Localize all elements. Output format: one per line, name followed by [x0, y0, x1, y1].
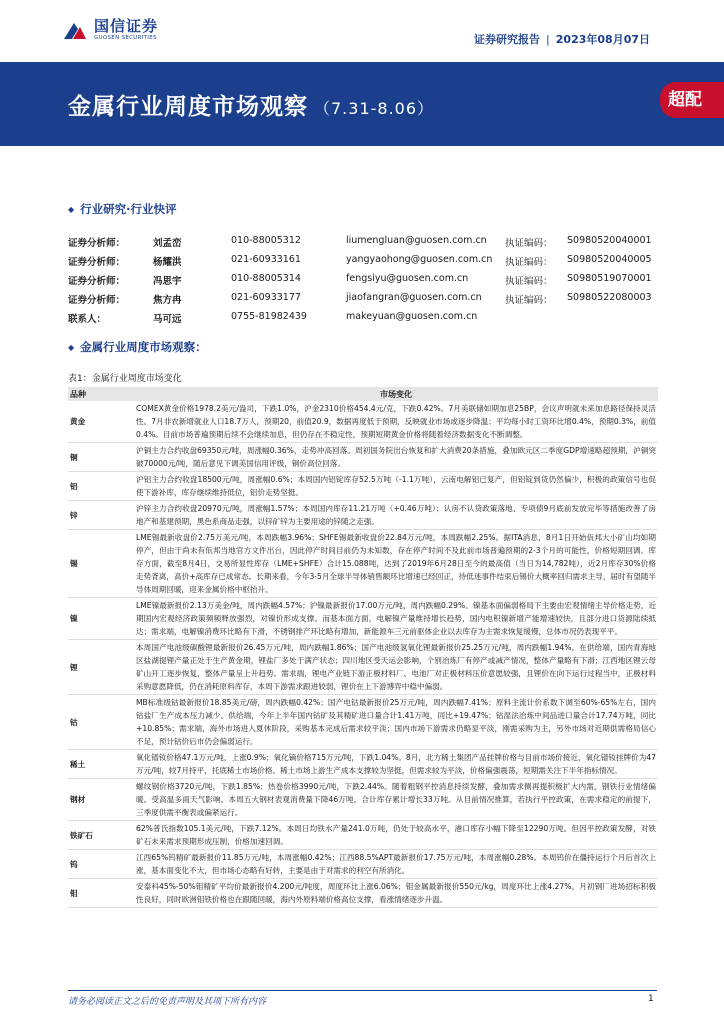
analyst-cert-label: 执证编码： — [505, 238, 553, 249]
analyst-phone: 010-88005312 — [231, 235, 301, 246]
analyst-name: 焦方冉 — [153, 295, 182, 306]
row-variety: 钨 — [68, 850, 134, 879]
logo-text-cn: 国信证券 — [94, 17, 159, 35]
analyst-email[interactable]: fengsiyu@guosen.com.cn — [346, 273, 469, 284]
analyst-cert-label: 执证编码： — [505, 276, 553, 287]
row-market-change: 安泰科45%-50%钼精矿平均价最新报价4.200元/吨度，周度环比上涨6.06%；钼金属最新报价550元/kg，周度环比上涨4.27%。月初钢厂进场招标积极性良好，同时欧洲钼铁价格也在跟随回暖，海内外原料端价格高位支撑，看涨情绪逐步升温。 — [134, 879, 658, 908]
report-type: 证券研究报告 — [474, 33, 541, 46]
table-row — [68, 472, 658, 501]
row-market-change: 氧化镨钕价格47.1万元/吨，上涨0.9%；氧化镝价格715万元/吨，下跌1.04%。8月，北方稀土集团产品挂牌价格与目前市场价接近，氧化镨钕挂牌价为47万元/吨，较7月持平，托底稀土市场价格。稀土市场上游生产成本支撑较为坚挺，但需求较为平淡，价格偏强震荡，短期需关注下半年指标情况。 — [134, 750, 658, 779]
table-caption: 表1：金属行业周度市场变化 — [68, 374, 182, 384]
row-market-change: 螺纹钢价格3720元/吨，下跌1.85%；热卷价格3990元/吨，下跌2.44%。随着粗钢平控消息持续发酵，叠加需求侧再提积极扩大内需，钢铁行业情绪偏暖。受高温多雨天气影响，本周五大钢材表观消费量下降46万吨，合计库存累计增长33万吨。从目前情况推算，若执行平控政策，在需求稳定的前提下，三季度供需平衡表或偏紧运行。 — [134, 779, 658, 821]
row-market-change: LME锡最新收盘价2.75万美元/吨，本周跌幅3.96%；SHFE锡最新收盘价22.84万元/吨，本周跌幅2.25%。据ITA消息，8月1日开始佤邦大小矿山均如期停产，但由于尚未有佤邦当地官方文件出台，因此停产时间目前仍为未知数，存在停产时间不及此前市场普遍预期的2-3个月的可能性，价格短期回调。库存方面，截至8月4日，交易所显性库存（LME+SHFE）合计15.088吨，达到了2019年6月28日至今的最高值（当日为14,782吨），近2月库存30%价格走势背离，高价+高库存已成常态。长期来看，今年3-5月全球半导体销售额环比增速已经回正，待低迷事件结束后锡价大概率回归需求主导，届时有望随半导体周期回暖，迎来金属价格中枢抬升。 — [134, 530, 658, 598]
logo-mark-icon — [62, 19, 88, 41]
analyst-cert-label: 执证编码： — [505, 257, 553, 268]
column-header-change: 市场变化 — [134, 387, 658, 401]
row-variety: 稀土 — [68, 750, 134, 779]
analyst-list — [68, 235, 668, 330]
analyst-cert: S0980522080003 — [567, 292, 652, 303]
section-market-observation — [68, 339, 207, 355]
diamond-icon: ◆ — [68, 342, 75, 352]
analyst-role: 证券分析师： — [68, 295, 126, 306]
analyst-role: 证券分析师： — [68, 257, 126, 268]
diamond-icon: ◆ — [68, 204, 75, 214]
logo-text-en: GUOSEN SECURITIES — [94, 35, 157, 41]
analyst-name: 杨耀洪 — [153, 257, 182, 268]
table-row — [68, 530, 658, 598]
row-variety: 锂 — [68, 640, 134, 695]
column-header-variety: 品种 — [68, 387, 134, 401]
row-market-change: 62%普氏指数105.1美元/吨，下跌7.12%。本周日均铁水产量241.0万吨，仍处于较高水平，港口库存小幅下降至12290万吨。但因平控政策发酵，对铁矿石未来需求预期形成压制，价格加速回调。 — [134, 821, 658, 850]
analyst-cert-label: 执证编码： — [505, 295, 553, 306]
analyst-cert: S0980520040001 — [567, 235, 652, 246]
analyst-role: 证券分析师： — [68, 276, 126, 287]
analyst-cert: S0980519070001 — [567, 273, 652, 284]
row-variety: 铝 — [68, 472, 134, 501]
row-variety: 铜 — [68, 443, 134, 472]
analyst-role: 联系人： — [68, 314, 107, 325]
analyst-email[interactable]: yangyaohong@guosen.com.cn — [346, 254, 493, 265]
analyst-name: 刘孟峦 — [153, 238, 182, 249]
report-period: （7.31-8.06） — [314, 99, 435, 118]
analyst-role: 证券分析师： — [68, 238, 126, 249]
table-row — [68, 598, 658, 640]
section-category-label: 行业研究·行业快评 — [80, 202, 177, 216]
table-row — [68, 850, 658, 879]
market-change-table — [68, 387, 658, 908]
analyst-row — [68, 235, 668, 254]
analyst-phone: 021-60933161 — [231, 254, 301, 265]
row-variety: 钴 — [68, 695, 134, 750]
analyst-row — [68, 273, 668, 292]
row-market-change: 沪铜主力合约收盘69350元/吨，周涨幅0.36%，走势冲高回落。周初国务院出台恢复和扩大消费20条措施，叠加欧元区二季度GDP增速略超预期，沪铜突破70000元/吨，随后意见下调美国信用评级，铜价高位回落。 — [134, 443, 658, 472]
table-row — [68, 821, 658, 850]
table-row — [68, 750, 658, 779]
page-header — [0, 0, 724, 56]
report-title — [68, 88, 434, 121]
table-header-row — [68, 387, 658, 401]
analyst-phone: 0755-81982439 — [231, 311, 307, 322]
page-number: 1 — [648, 994, 654, 1004]
section-category — [68, 201, 177, 217]
row-variety: 黄金 — [68, 401, 134, 443]
analyst-row — [68, 311, 668, 330]
row-market-change: 沪铝主力合约收盘18500元/吨，周涨幅0.6%；本周国内铝锭库存52.5万吨（-1.1万吨），云南电解铝已复产，但铝锭到货仍然偏少，积极的政策信号也促使下游补库，库存继续维持低位，铝价走势坚挺。 — [134, 472, 658, 501]
table-row — [68, 640, 658, 695]
analyst-row — [68, 292, 668, 311]
analyst-email[interactable]: makeyuan@guosen.com.cn — [346, 311, 478, 322]
row-variety: 钼 — [68, 879, 134, 908]
company-logo — [62, 18, 158, 42]
footer-rule — [68, 990, 657, 991]
analyst-email[interactable]: jiaofangran@guosen.com.cn — [346, 292, 482, 303]
table-row — [68, 695, 658, 750]
table-row — [68, 401, 658, 443]
row-market-change: MB标准级钴最新报价18.85美元/磅，周内跌幅0.42%；国产电钴最新报价25万元/吨，周内跌幅7.41%；原料主流计价系数下调至60%-65%左右，国内钴盐厂生产成本压力减少。供给端，今年上半年国内钴矿及其精矿进口量合计1.41万吨，同比+19.47%；钴湿法冶炼中间品进口量合计17.74万吨，同比+10.85%；需求端，海外市场进入夏休阶段，采购基本完成后需求较平淡；国内市场下游需求仍略显平淡，刚需采购为主，另外市场对近期供需格局信心不足，预计钴价后市仍会偏弱运行。 — [134, 695, 658, 750]
table-row — [68, 501, 658, 530]
row-market-change: LME镍最新报价2.13万美金/吨，周内跌幅4.57%；沪镍最新报价17.00万元/吨，周内跌幅0.29%。镍基本面偏弱格局下主要由宏观情绪主导价格走势，近期国内宏观经济政策频频释放强烈，对镍价形成支撑。而基本面方面，电解镍产量维持增长趋势，国内电积镍新增产能增速较快，且部分进口货源陆续抵达；需求端，电解镍消费环比略有下滑，不锈钢排产环比略有增加，新能源车三元前驱体企业以去库存为主需求恢复缓慢，总体市况仍表现平平。 — [134, 598, 658, 640]
row-market-change: COMEX黄金价格1978.2美元/盎司，下跌1.0%，沪金2310价格454.4元/克，下跌0.42%。7月美联储如期加息25BP，会议声明就未来加息路径保持灵活性。7月非农新增就业人口18.7万人，预期20，前值20.9，数据再度低于预期，反映就业市场或逐步降温；平均每小时工资环比增0.4%，预期0.3%，前值0.4%。目前市场普遍预期后续不会继续加息，但仍存在不稳定性，预期短期黄金价格将随着经济数据变化不断调整。 — [134, 401, 658, 443]
row-variety: 锌 — [68, 501, 134, 530]
row-variety: 钢材 — [68, 779, 134, 821]
row-market-change: 江西65%钨精矿最新报价11.85万元/吨，本周涨幅0.42%；江西88.5%APT最新报价17.75万元/吨，本周涨幅0.28%。本周钨价在僵持运行个月后首次上涨，基本面变化不大，但市场心态略有好转，主要是由于对需求的利空有所消化。 — [134, 850, 658, 879]
row-variety: 铁矿石 — [68, 821, 134, 850]
row-market-change: 沪锌主力合约收盘20970元/吨，周涨幅1.57%；本周国内库存11.21万吨（+0.46万吨）；认房不认贷政策落地、专项债9月底前发放完毕等措施改善了房地产和基建预期，黑色系商品走强，以锌矿锌为主要用途的锌随之走强。 — [134, 501, 658, 530]
analyst-row — [68, 254, 668, 273]
row-market-change: 本周国产电池级碳酸锂最新报价26.45万元/吨，周内跌幅1.86%；国产电池级氢氧化锂最新报价25.25万元/吨，周内跌幅1.94%。在供给端，国内青海地区盐湖提锂产量正处于生产黄金期，锂盐厂多处于满产状态；四川地区受天运会影响，个别冶炼厂有停产或减产情况，整体产量略有下滑；江西地区锂云母矿山开工逐步恢复，整体产量呈上升趋势。需求端，锂电产业链下游正极材料厂、电池厂对正极材料压价意愿较强，且锂价在向下运行过程当中，正极材料采购意愿降低，仍在消耗原料库存，本周下游需求跟进较弱，锂价在上下游博弈中稳中偏弱。 — [134, 640, 658, 695]
analyst-name: 冯思宇 — [153, 276, 182, 287]
rating-badge: 超配 — [660, 82, 724, 118]
row-variety: 锡 — [68, 530, 134, 598]
analyst-phone: 010-88005314 — [231, 273, 301, 284]
report-date: 2023年08月07日 — [555, 33, 650, 46]
table-row — [68, 779, 658, 821]
analyst-phone: 021-60933177 — [231, 292, 301, 303]
table-row — [68, 443, 658, 472]
title-banner — [0, 62, 724, 146]
report-meta: 证券研究报告 | 2023年08月07日 — [474, 33, 650, 46]
analyst-email[interactable]: liumengluan@guosen.com.cn — [346, 235, 487, 246]
report-title-text: 金属行业周度市场观察 — [68, 94, 308, 120]
footer-disclaimer: 请务必阅读正文之后的免责声明及其项下所有内容 — [68, 997, 267, 1007]
analyst-name: 马可远 — [153, 314, 182, 325]
table-row — [68, 879, 658, 908]
analyst-cert: S0980520040005 — [567, 254, 652, 265]
section-market-observation-label: 金属行业周度市场观察： — [80, 340, 207, 354]
row-variety: 镍 — [68, 598, 134, 640]
